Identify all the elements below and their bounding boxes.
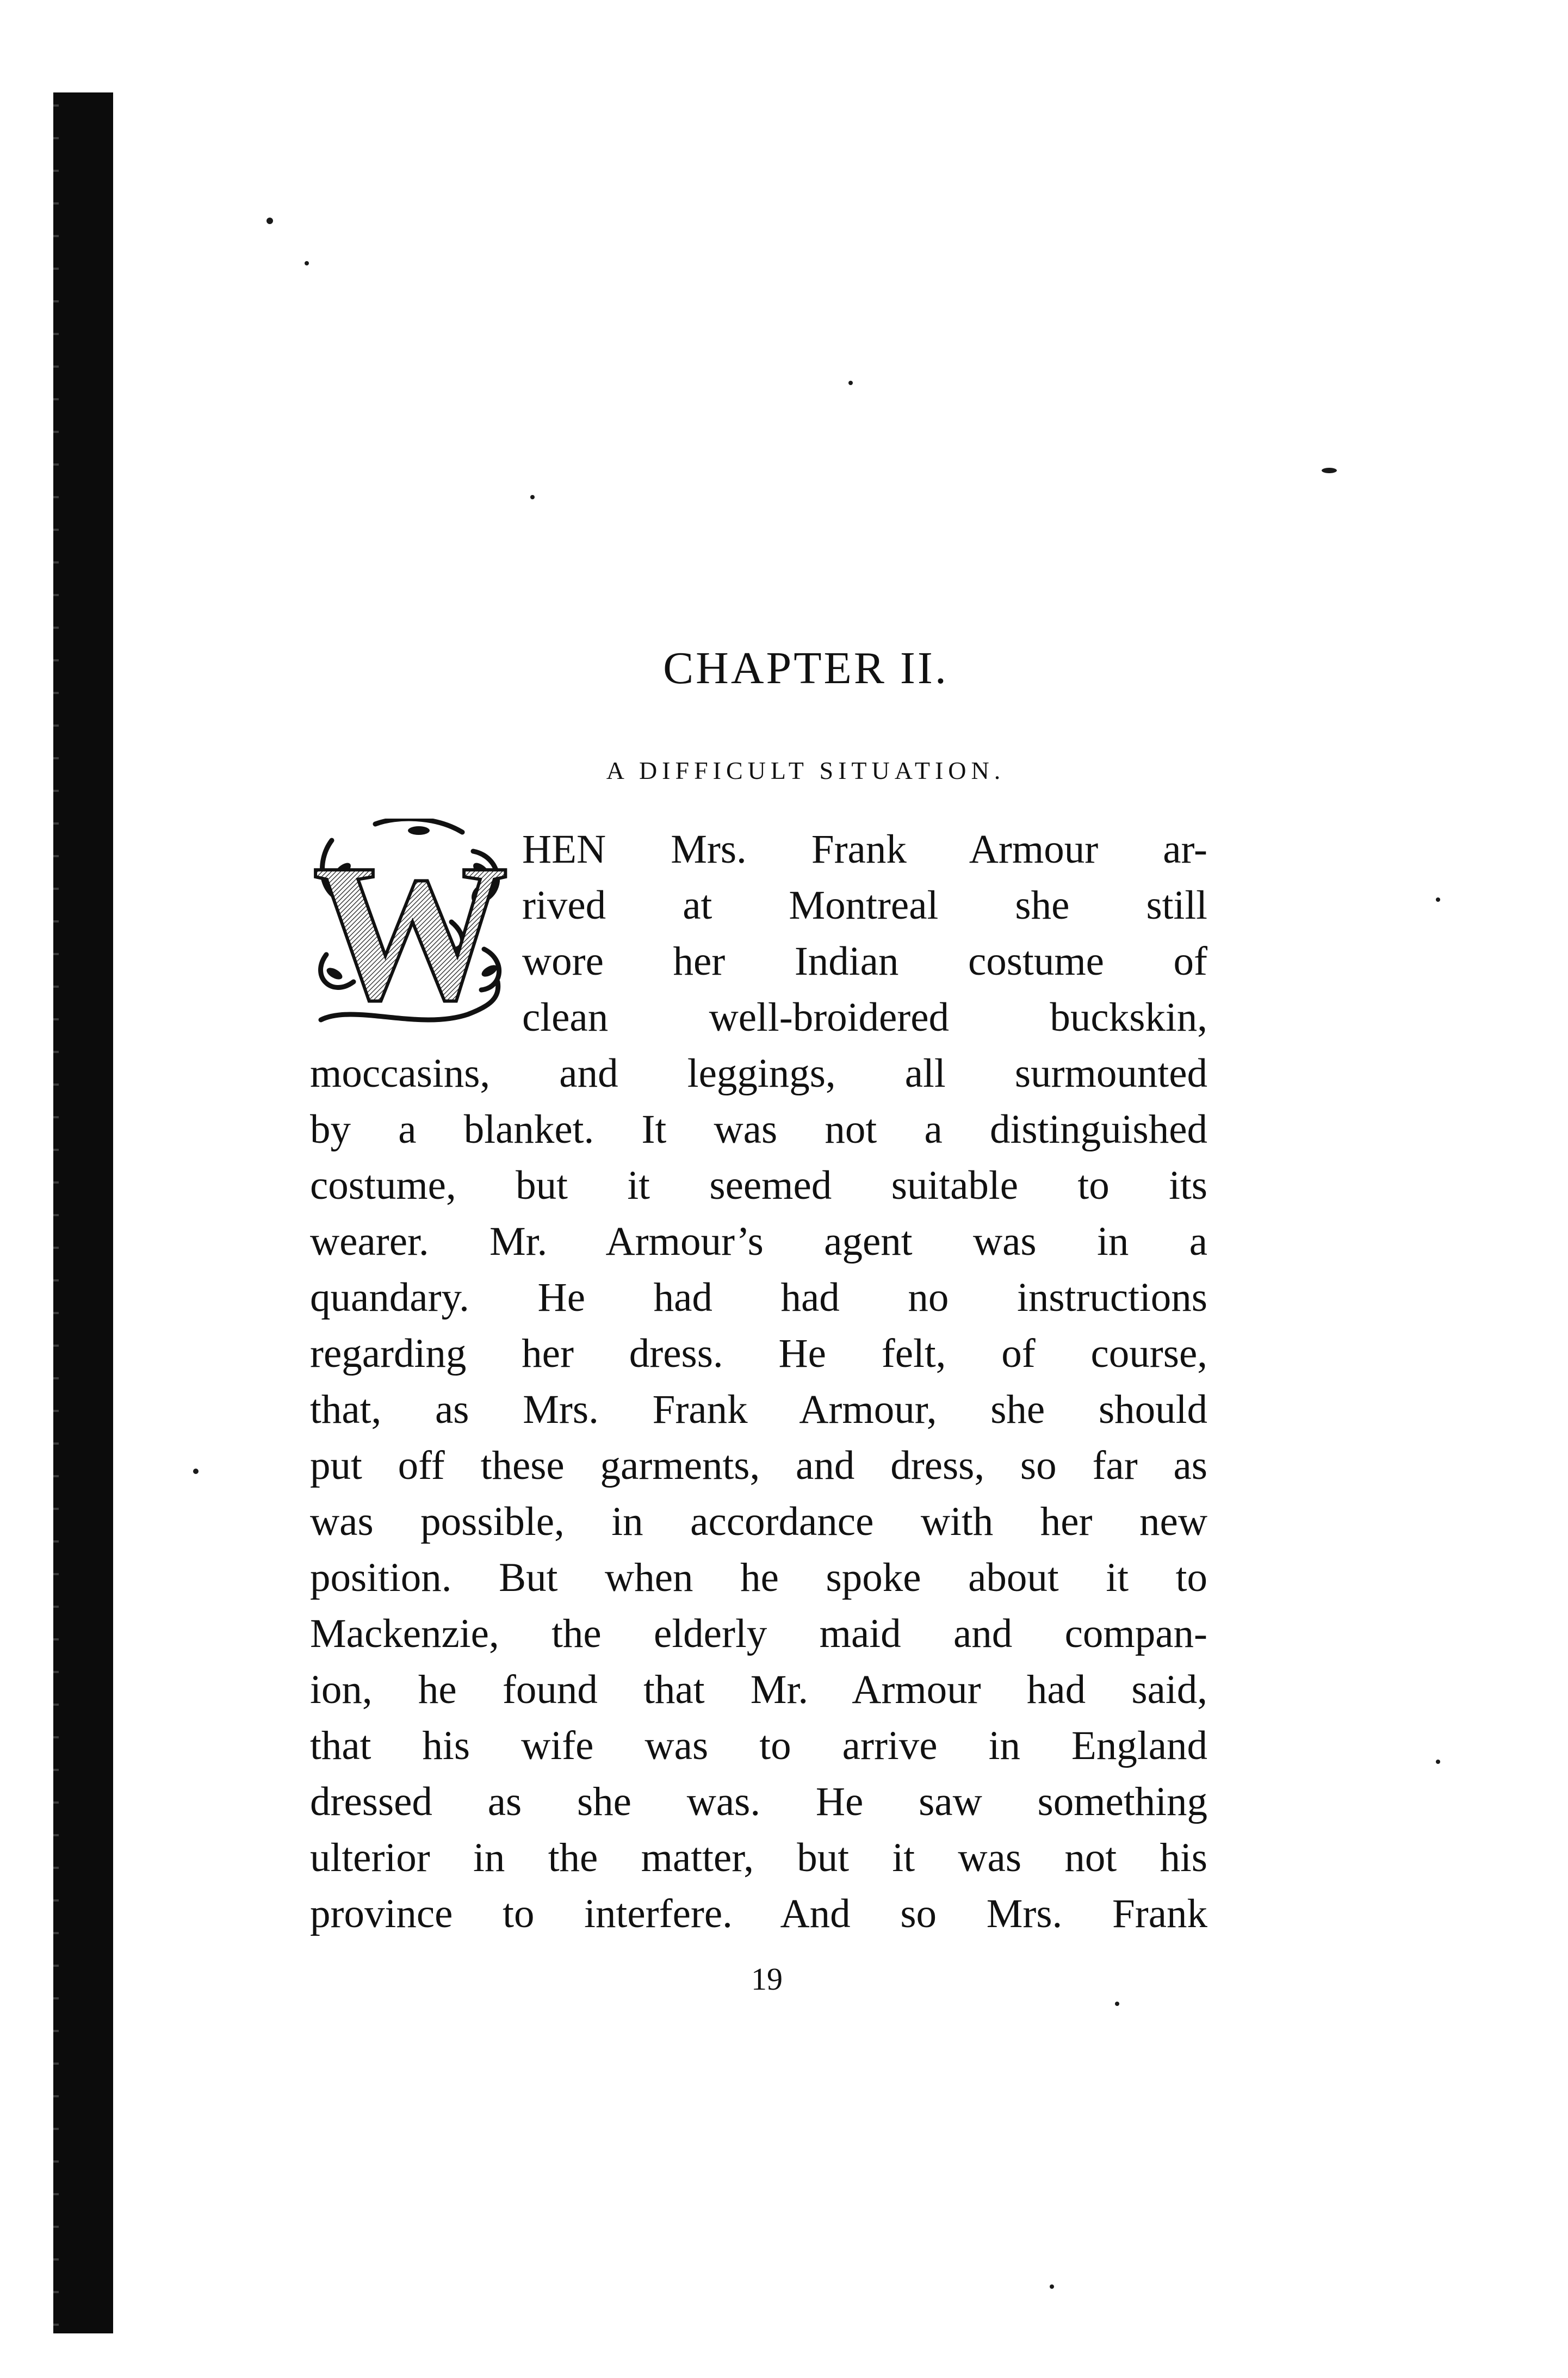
text-line: HEN Mrs. Frank Armour ar-: [522, 827, 1207, 872]
scan-speck: [530, 495, 535, 499]
text-line: ion, he found that Mr. Armour had said,: [310, 1667, 1207, 1712]
page-number: 19: [751, 1961, 783, 1997]
text-line: regarding her dress. He felt, of course,: [310, 1331, 1207, 1376]
text-line: clean well-broidered buckskin,: [522, 995, 1207, 1040]
text-line: that his wife was to arrive in England: [310, 1723, 1207, 1768]
text-line: that, as Mrs. Frank Armour, she should: [310, 1387, 1207, 1432]
chapter-body-text: [310, 821, 1207, 1942]
text-line: rived at Montreal she still: [522, 883, 1207, 928]
text-line: province to interfere. And so Mrs. Frank: [310, 1891, 1207, 1936]
text-line: quandary. He had had no instructions: [310, 1275, 1207, 1320]
scan-speck: [1322, 468, 1337, 473]
text-line: was possible, in accordance with her new: [310, 1499, 1207, 1544]
chapter-subtitle: A DIFFICULT SITUATION.: [606, 757, 1006, 784]
scan-speck: [1050, 2284, 1054, 2289]
scan-speck: [1436, 1760, 1440, 1764]
scan-speck: [848, 381, 853, 385]
scan-speck: [267, 218, 273, 224]
text-line: dressed as she was. He saw something: [310, 1779, 1207, 1824]
scan-speck: [193, 1469, 199, 1474]
drop-cap-letter: W: [313, 823, 509, 1031]
text-line: ulterior in the matter, but it was not his: [310, 1835, 1207, 1880]
text-line: by a blanket. It was not a distinguished: [310, 1107, 1207, 1152]
chapter-title: CHAPTER II.: [663, 643, 949, 693]
text-line: Mackenzie, the elderly maid and compan-: [310, 1611, 1207, 1656]
text-line: moccasins, and leggings, all surmounted: [310, 1051, 1207, 1096]
book-binding-edge: [57, 92, 113, 2333]
text-line: costume, but it seemed suitable to its: [310, 1163, 1207, 1208]
scan-speck: [1115, 2002, 1119, 2006]
scan-speck: [305, 261, 309, 265]
text-line: put off these garments, and dress, so far as: [310, 1443, 1207, 1488]
text-line: wore her Indian costume of: [522, 939, 1207, 984]
scan-speck: [1436, 897, 1440, 902]
text-line: wearer. Mr. Armour’s agent was in a: [310, 1219, 1207, 1264]
text-line: position. But when he spoke about it to: [310, 1555, 1207, 1600]
